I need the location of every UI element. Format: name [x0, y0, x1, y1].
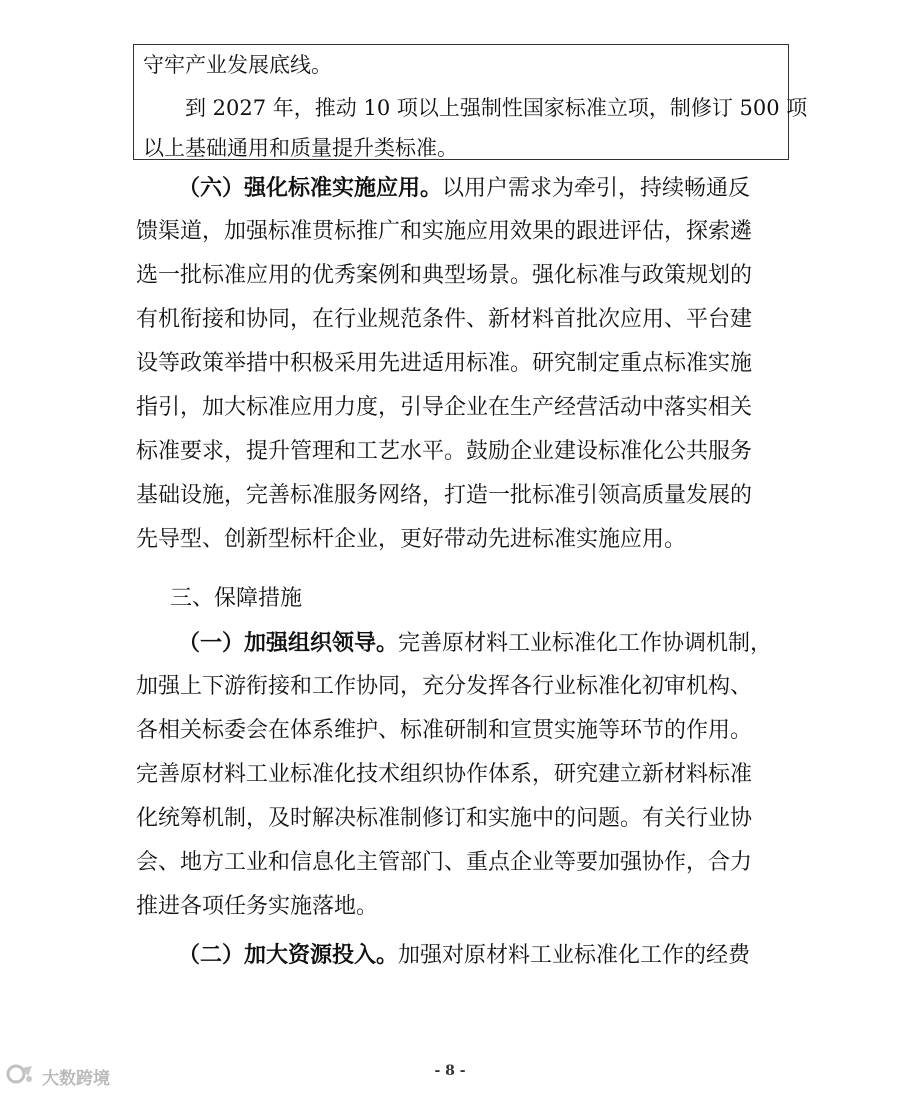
measure1-line-5: 化统筹机制，及时解决标准制修订和实施中的问题。有关行业协 — [136, 806, 753, 831]
section6-line-2: 馈渠道，加强标准贯标推广和实施应用效果的跟进评估，探索遴 — [136, 219, 753, 244]
box-line-2: 到 2027 年，推动 10 项以上强制性国家标准立项，制修订 500 项 — [185, 96, 808, 120]
section6-line-6: 指引，加大标准应用力度，引导企业在生产经营活动中落实相关 — [136, 395, 753, 420]
measure2-heading: （二）加大资源投入。 — [178, 942, 399, 968]
box-line-3: 以上基础通用和质量提升类标准。 — [143, 136, 458, 160]
section6-line-5: 设等政策举措中积极采用先进适用标准。研究制定重点标准实施 — [136, 351, 753, 376]
section6-line-7: 标准要求，提升管理和工艺水平。鼓励企业建设标准化公共服务 — [136, 439, 753, 464]
section6-first-line — [178, 173, 750, 204]
logo-icon — [6, 1062, 36, 1091]
measure1-line1-rest: 完善原材料工业标准化工作协调机制， — [398, 631, 773, 656]
page-number: - 8 - — [434, 1063, 466, 1079]
measure2-first-line — [178, 940, 750, 971]
watermark-text: 大数跨境 — [42, 1068, 110, 1089]
measure1-line-2: 加强上下游衔接和工作协同，充分发挥各行业标准化初审机构、 — [136, 674, 753, 699]
measure2-line1-rest: 加强对原材料工业标准化工作的经费 — [398, 943, 751, 968]
measure1-line-7: 推进各项任务实施落地。 — [136, 894, 379, 919]
watermark — [6, 1060, 136, 1092]
measure1-heading: （一）加强组织领导。 — [178, 630, 399, 656]
section-three-title: 三、保障措施 — [170, 586, 303, 611]
section6-line-3: 选一批标准应用的优秀案例和典型场景。强化标准与政策规划的 — [136, 263, 753, 288]
section6-line-9: 先导型、创新型标杆企业，更好带动先进标准实施应用。 — [136, 527, 687, 552]
section6-line-4: 有机衔接和协同，在行业规范条件、新材料首批次应用、平台建 — [136, 307, 753, 332]
measure1-line-3: 各相关标委会在体系维护、标准研制和宣贯实施等环节的作用。 — [136, 718, 753, 743]
section6-line-8: 基础设施，完善标准服务网络，打造一批标准引领高质量发展的 — [136, 483, 753, 508]
measure1-line-6: 会、地方工业和信息化主管部门、重点企业等要加强协作，合力 — [136, 850, 753, 875]
section6-line1-rest: 以用户需求为牵引，持续畅通反 — [442, 176, 751, 201]
box-line-1: 守牢产业发展底线。 — [143, 53, 332, 77]
measure1-first-line — [178, 628, 772, 659]
section6-heading: （六）强化标准实施应用。 — [178, 175, 443, 201]
measure1-line-4: 完善原材料工业标准化技术组织协作体系，研究建立新材料标准 — [136, 762, 753, 787]
